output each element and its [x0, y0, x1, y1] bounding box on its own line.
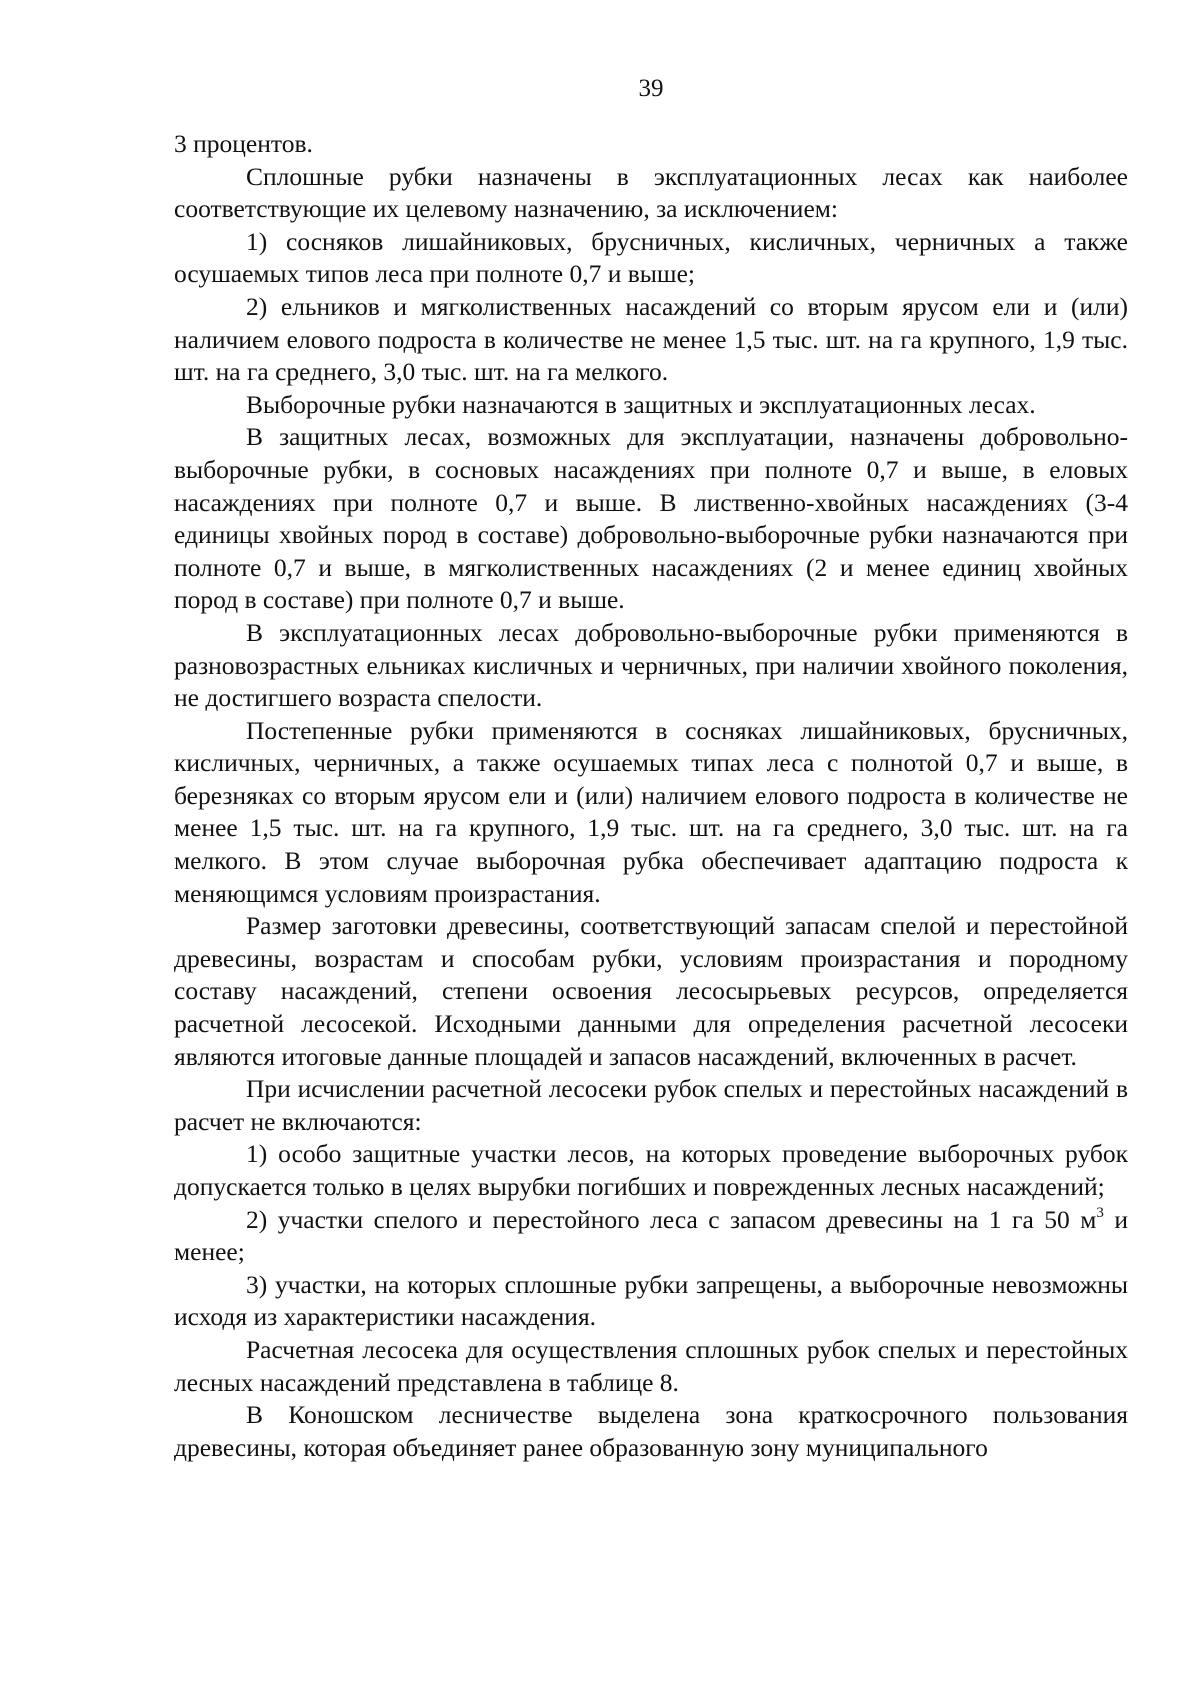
- paragraph-protective-forests: В защитных лесах, возможных для эксплуатации, назначены добровольно-выборочные рубки, в сосновых насаждениях при полноте 0,7 и выше, в еловых насаждениях при полноте 0,7 и выше. В лиственно-хвойных насаждениях (3-4 единицы хвойных пород в составе) добровольно-выборочные рубки назначаются при полноте 0,7 и выше, в мягколиственных насаждениях (2 и менее единиц хвойных пород в составе) при полноте 0,7 и выше.: [174, 422, 1128, 615]
- paragraph-konosha-zone: В Коношском лесничестве выделена зона краткосрочного пользования древесины, которая объединяет ранее образованную зону муниципального: [174, 1400, 1128, 1462]
- paragraph-gradual-cutting: Постепенные рубки применяются в сосняках лишайниковых, брусничных, кисличных, черничных, а также осушаемых типах леса с полнотой 0,7 и выше, в березняках со вторым ярусом ели и (или) наличием елового подроста в количестве не менее 1,5 тыс. шт. на га крупного, 1,9 тыс. шт. на га среднего, 3,0 тыс. шт. на га мелкого. В этом случае выборочная рубка обеспечивает адаптацию подроста к меняющимся условиям произрастания.: [174, 715, 1128, 908]
- list-item-exclusion-1: 1) особо защитные участки лесов, на которых проведение выборочных рубок допускается только в целях вырубки погибших и поврежденных лесных насаждений;: [174, 1139, 1128, 1201]
- paragraph-harvest-volume: Размер заготовки древесины, соответствующий запасам спелой и перестойной древесины, возрастам и способам рубки, условиям произрастания и породному составу насаждений, степени освоения лесосырьевых ресурсов, определяется расчетной лесосекой. Исходными данными для определения расчетной лесосеки являются итоговые данные площадей и запасов насаждений, включенных в расчет.: [174, 911, 1128, 1071]
- list-item-exception-1: 1) сосняков лишайниковых, брусничных, кисличных, черничных а также осушаемых типов леса при полноте 0,7 и выше;: [174, 226, 1128, 289]
- superscript-cubic: 3: [1096, 1204, 1104, 1221]
- paragraph-calculation-exclusions: При исчислении расчетной лесосеки рубок спелых и перестойных насаждений в расчет не включаются:: [174, 1074, 1128, 1136]
- document-body: [174, 128, 1128, 1464]
- paragraph-selective-cutting: Выборочные рубки назначаются в защитных и эксплуатационных лесах.: [246, 389, 1036, 419]
- exclusion-2-text: 2) участки спелого и перестойного леса с запасом древесины на 1 га 50 м: [246, 1204, 1097, 1234]
- paragraph-table-reference: Расчетная лесосека для осуществления сплошных рубок спелых и перестойных лесных насаждений представлена в таблице 8.: [174, 1334, 1128, 1397]
- list-item-exception-2: 2) ельников и мягколиственных насаждений со вторым ярусом ели и (или) наличием елового подроста в количестве не менее 1,5 тыс. шт. на га крупного, 1,9 тыс. шт. на га среднего, 3,0 тыс. шт. на га мелкого.: [174, 291, 1128, 387]
- paragraph-clear-cutting: Сплошные рубки назначены в эксплуатационных лесах как наиболее соответствующие их целевому назначению, за исключением:: [174, 161, 1128, 224]
- paragraph-continuation: 3 процентов.: [174, 129, 313, 158]
- list-item-exclusion-3: 3) участки, на которых сплошные рубки запрещены, а выборочные невозможны исходя из характеристики насаждения.: [174, 1269, 1128, 1332]
- list-item-exclusion-2: [174, 1204, 1128, 1269]
- page-number: 39: [638, 75, 664, 102]
- paragraph-exploitation-forests: В эксплуатационных лесах добровольно-выборочные рубки применяются в разновозрастных ельниках кисличных и черничных, при наличии хвойного поколения, не достигшего возраста спелости.: [174, 617, 1128, 713]
- exclusion-2-text-end: и менее;: [174, 1204, 1128, 1267]
